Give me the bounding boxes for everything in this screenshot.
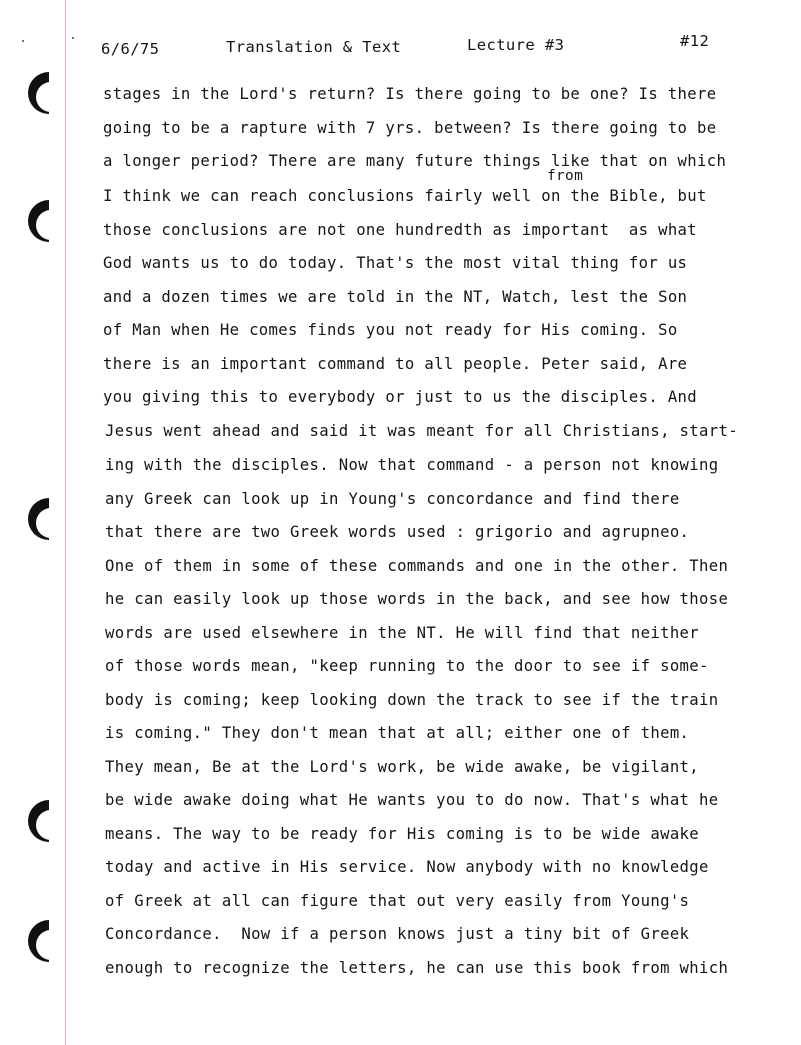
text-line: there is an important command to all people. Peter said, Are xyxy=(103,355,688,373)
page-header xyxy=(0,32,801,58)
header-course: Translation & Text xyxy=(226,38,402,56)
text-line: of Greek at all can figure that out very easily from Young's xyxy=(105,892,690,910)
text-line: and a dozen times we are told in the NT, Watch, lest the Son xyxy=(103,288,688,306)
text-line: They mean, Be at the Lord's work, be wide awake, be vigilant, xyxy=(105,758,700,776)
header-date: 6/6/75 xyxy=(101,40,160,58)
text-line: those conclusions are not one hundredth as important as what xyxy=(103,221,698,239)
text-line: ing with the disciples. Now that command - a person not knowing xyxy=(105,456,719,474)
text-line: God wants us to do today. That's the most vital thing for us xyxy=(103,254,688,272)
text-line: stages in the Lord's return? Is there going to be one? Is there xyxy=(103,85,717,103)
text-line: be wide awake doing what He wants you to do now. That's what he xyxy=(105,791,719,809)
text-line: you giving this to everybody or just to us the disciples. And xyxy=(103,388,698,406)
binder-hole-icon xyxy=(28,498,70,540)
text-line: One of them in some of these commands and one in the other. Then xyxy=(105,557,729,575)
binder-hole-icon xyxy=(28,200,70,242)
text-line: of those words mean, "keep running to the door to see if some- xyxy=(105,657,709,675)
header-page-number: #12 xyxy=(680,32,710,50)
text-line: of Man when He comes finds you not ready for His coming. So xyxy=(103,321,678,339)
interlinear-insert: from xyxy=(547,168,584,184)
text-line: is coming." They don't mean that at all; either one of them. xyxy=(105,724,690,742)
text-line: a longer period? There are many future things like that on which xyxy=(103,152,727,170)
text-line: Jesus went ahead and said it was meant for all Christians, start- xyxy=(105,422,738,440)
text-line: that there are two Greek words used : grigorio and agrupneo. xyxy=(105,523,690,541)
text-line: any Greek can look up in Young's concordance and find there xyxy=(105,490,680,508)
margin-rule xyxy=(65,0,66,1045)
text-line: today and active in His service. Now anybody with no knowledge xyxy=(105,858,709,876)
binder-hole-icon xyxy=(28,800,70,842)
header-lecture: Lecture #3 xyxy=(467,36,565,54)
binder-hole-icon xyxy=(28,920,70,962)
text-line: I think we can reach conclusions fairly well on the Bible, but xyxy=(103,187,707,205)
text-line: enough to recognize the letters, he can use this book from which xyxy=(105,959,729,977)
text-line: going to be a rapture with 7 yrs. between? Is there going to be xyxy=(103,119,717,137)
text-line: Concordance. Now if a person knows just a tiny bit of Greek xyxy=(105,925,690,943)
text-line: words are used elsewhere in the NT. He will find that neither xyxy=(105,624,700,642)
binder-hole-icon xyxy=(28,72,70,114)
text-line: he can easily look up those words in the back, and see how those xyxy=(105,590,729,608)
text-line: body is coming; keep looking down the track to see if the train xyxy=(105,691,719,709)
text-line: means. The way to be ready for His coming is to be wide awake xyxy=(105,825,700,843)
